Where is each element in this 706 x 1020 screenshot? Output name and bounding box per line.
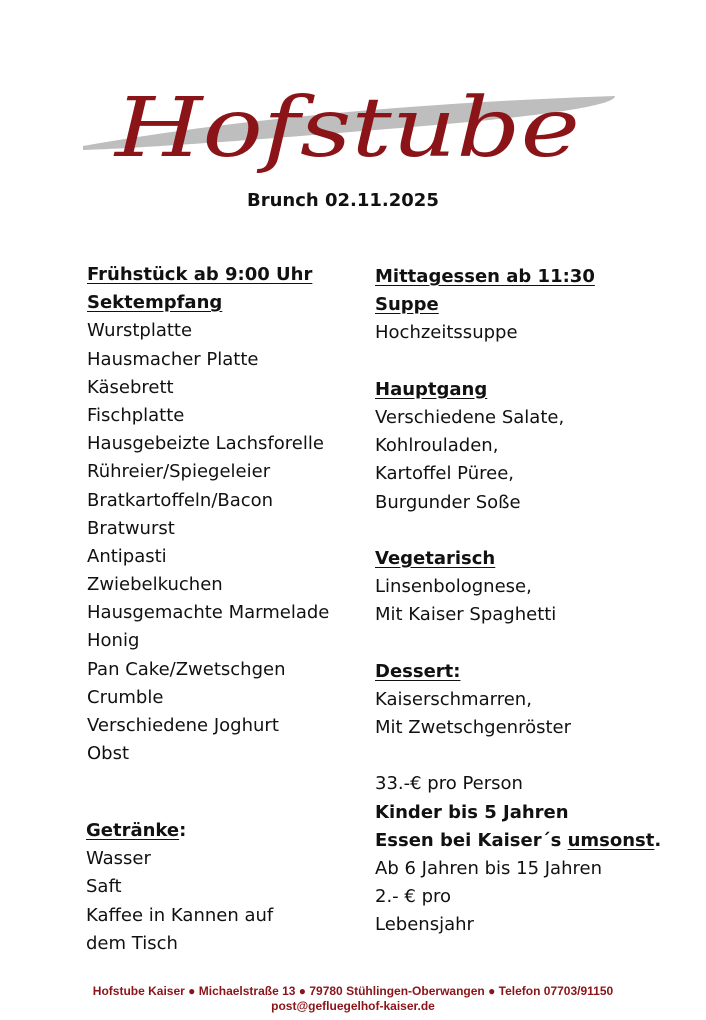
drink-item: Saft	[86, 876, 122, 898]
menu-item: Honig	[87, 630, 140, 652]
kids-free-period: .	[654, 829, 662, 851]
menu-item: Zwiebelkuchen	[87, 574, 223, 596]
dessert-heading: Dessert:	[375, 660, 461, 682]
menu-item: Hausgebeizte Lachsforelle	[87, 433, 324, 455]
drinks-heading-line	[86, 817, 273, 845]
menu-item: Hausgemachte Marmelade	[87, 602, 330, 624]
menu-item: Fischplatte	[87, 404, 185, 426]
menu-item: Linsenbolognese,	[375, 576, 532, 598]
lunch-section	[375, 263, 661, 940]
footer-email: post@gefluegelhof-kaiser.de	[271, 999, 435, 1013]
vegetarian-heading: Vegetarisch	[375, 547, 496, 569]
menu-item: Hochzeitssuppe	[375, 322, 518, 344]
drinks-section	[86, 817, 273, 958]
menu-item: Kartoffel Püree,	[375, 463, 515, 485]
menu-item: Pan Cake/Zwetschgen	[87, 658, 286, 680]
menu-item: Antipasti	[87, 545, 167, 567]
older-kids-unit: Lebensjahr	[375, 914, 474, 936]
menu-item: Kohlrouladen,	[375, 435, 499, 457]
breakfast-section	[87, 261, 329, 768]
menu-item: Bratwurst	[87, 517, 175, 539]
older-kids-line: Ab 6 Jahren bis 15 Jahren	[375, 857, 602, 879]
menu-item: Obst	[87, 743, 130, 765]
kids-free-text: Essen bei Kaiser´s	[375, 829, 568, 851]
breakfast-heading: Frühstück ab 9:00 Uhr	[87, 264, 313, 285]
drinks-heading-colon: :	[179, 820, 187, 841]
price-line: 33.-€ pro Person	[375, 773, 523, 795]
footer-address: Hofstube Kaiser ● Michaelstraße 13 ● 79780 Stühlingen-Oberwangen ● Telefon 07703/91150	[92, 984, 614, 998]
menu-item: Mit Kaiser Spaghetti	[375, 604, 557, 626]
drink-item: dem Tisch	[86, 932, 178, 954]
drink-item: Wasser	[86, 848, 151, 870]
menu-item: Kaiserschmarren,	[375, 688, 532, 710]
menu-item: Wurstplatte	[87, 320, 193, 342]
soup-heading: Suppe	[375, 294, 439, 316]
kids-free-emphasis: umsonst	[567, 829, 655, 851]
menu-item: Crumble	[87, 686, 164, 708]
menu-item: Hausmacher Platte	[87, 348, 259, 370]
footer	[0, 984, 706, 1014]
older-kids-price: 2.- € pro	[375, 886, 452, 908]
drink-item: Kaffee in Kannen auf	[86, 904, 274, 926]
drinks-heading: Getränke	[86, 820, 180, 841]
logo-text: Hofstube	[112, 81, 581, 176]
menu-item: Bratkartoffeln/Bacon	[87, 489, 274, 511]
menu-item: Verschiedene Joghurt	[87, 715, 279, 736]
lunch-heading: Mittagessen ab 11:30	[375, 266, 595, 287]
main-course-heading: Hauptgang	[375, 378, 488, 400]
menu-item: Verschiedene Salate,	[375, 406, 565, 428]
menu-item: Mit Zwetschgenröster	[375, 717, 572, 738]
page-subtitle: Brunch 02.11.2025	[247, 190, 439, 211]
menu-item: Rühreier/Spiegeleier	[87, 461, 271, 483]
menu-item: Burgunder Soße	[375, 491, 521, 513]
breakfast-subheading: Sektempfang	[87, 292, 223, 314]
kids-line: Kinder bis 5 Jahren	[375, 801, 569, 823]
menu-item: Käsebrett	[87, 376, 174, 398]
hofstube-logo	[75, 68, 620, 178]
kids-free-line	[375, 827, 661, 855]
